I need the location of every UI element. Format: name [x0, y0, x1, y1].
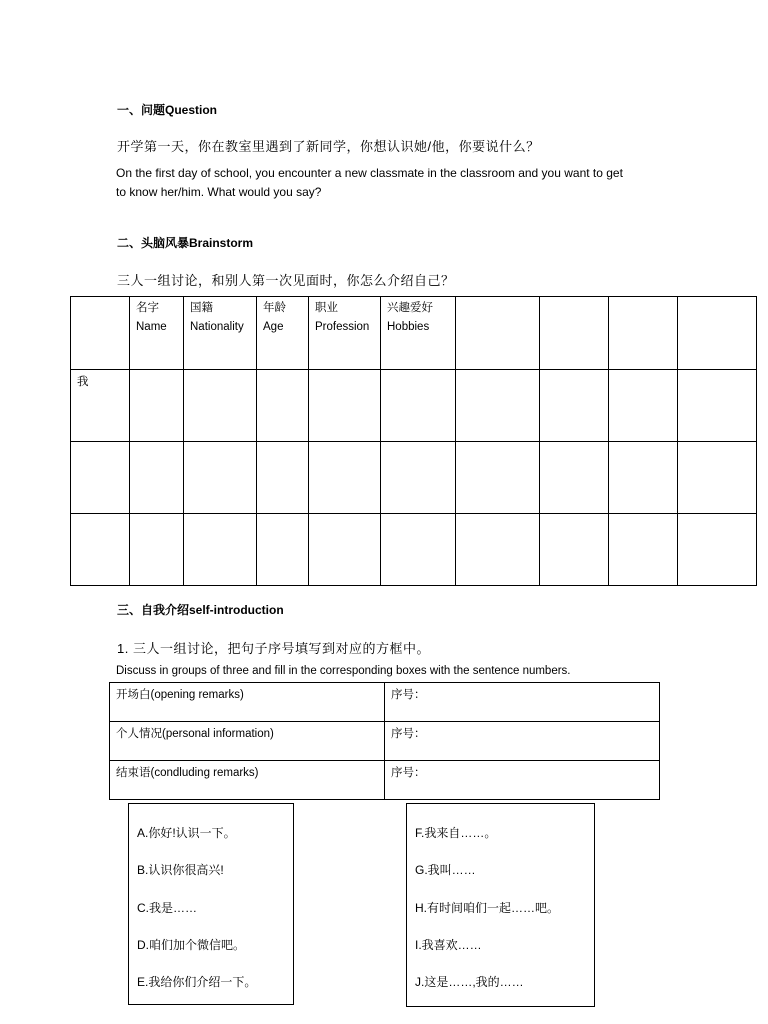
brainstorm-table — [70, 296, 757, 586]
table-cell[interactable] — [456, 442, 540, 514]
brainstorm-row — [71, 514, 757, 586]
personal-information-row — [110, 722, 660, 761]
table-cell[interactable] — [71, 442, 130, 514]
question-english-line-1: On the first day of school, you encounter a new classmate in the classroom and you want to get — [116, 166, 623, 180]
table-cell[interactable] — [678, 442, 757, 514]
opening-remarks-label: 开场白(opening remarks) — [110, 683, 385, 722]
table-cell[interactable] — [257, 442, 309, 514]
table-cell[interactable] — [540, 514, 609, 586]
table-cell[interactable] — [309, 442, 381, 514]
table-cell[interactable] — [381, 442, 456, 514]
section-2-heading: 二、头脑风暴Brainstorm — [117, 236, 254, 250]
header-profession: 职业 Profession — [309, 297, 381, 370]
personal-information-number-field[interactable]: 序号： — [385, 722, 660, 761]
concluding-remarks-label: 结束语(condluding remarks) — [110, 761, 385, 800]
brainstorm-header-row — [71, 297, 757, 370]
table-cell[interactable] — [130, 370, 184, 442]
sentence-j: J.这是……,我的…… — [415, 975, 524, 989]
row-label-me: 我 — [71, 370, 130, 442]
table-cell[interactable] — [456, 297, 540, 370]
table-cell[interactable] — [71, 297, 130, 370]
header-age: 年龄 Age — [257, 297, 309, 370]
table-cell[interactable] — [609, 297, 678, 370]
sentence-e: E.我给你们介绍一下。 — [137, 975, 257, 989]
table-cell[interactable] — [257, 370, 309, 442]
table-cell[interactable] — [130, 442, 184, 514]
section-3-heading: 三、自我介绍self-introduction — [117, 603, 284, 617]
brainstorm-row-me — [71, 370, 757, 442]
table-cell[interactable] — [381, 370, 456, 442]
table-cell[interactable] — [609, 442, 678, 514]
self-intro-table — [109, 682, 660, 800]
table-cell[interactable] — [609, 370, 678, 442]
concluding-remarks-number-field[interactable]: 序号： — [385, 761, 660, 800]
sentence-b: B.认识你很高兴! — [137, 863, 224, 877]
header-nationality: 国籍 Nationality — [184, 297, 257, 370]
table-cell[interactable] — [678, 370, 757, 442]
brainstorm-row — [71, 442, 757, 514]
question-english — [116, 164, 676, 202]
header-name: 名字 Name — [130, 297, 184, 370]
sentence-box-left — [128, 803, 294, 1005]
table-cell[interactable] — [381, 514, 456, 586]
table-cell[interactable] — [678, 297, 757, 370]
table-cell[interactable] — [678, 514, 757, 586]
section-1-heading: 一、问题Question — [117, 103, 218, 117]
sentence-box-right — [406, 803, 595, 1007]
sentence-d: D.咱们加个微信吧。 — [137, 938, 246, 952]
question-english-line-2: to know her/him. What would you say? — [116, 185, 322, 199]
sentence-c: C.我是…… — [137, 901, 198, 915]
question-chinese: 开学第一天，你在教室里遇到了新同学，你想认识她/他，你要说什么？ — [117, 139, 540, 154]
table-cell[interactable] — [540, 370, 609, 442]
step-1-english: Discuss in groups of three and fill in the corresponding boxes with the sentence numbers. — [116, 665, 571, 677]
sentence-h: H.有时间咱们一起……吧。 — [415, 901, 560, 915]
sentence-a: A.你好!认识一下。 — [137, 826, 236, 840]
table-cell[interactable] — [257, 514, 309, 586]
sentence-f: F.我来自……。 — [415, 826, 497, 840]
table-cell[interactable] — [309, 514, 381, 586]
table-cell[interactable] — [184, 514, 257, 586]
table-cell[interactable] — [184, 370, 257, 442]
step-1-chinese: 1. 三人一组讨论，把句子序号填写到对应的方框中。 — [117, 641, 430, 656]
brainstorm-instruction: 三人一组讨论，和别人第一次见面时，你怎么介绍自己？ — [117, 273, 455, 288]
table-cell[interactable] — [540, 442, 609, 514]
personal-information-label: 个人情况(personal information) — [110, 722, 385, 761]
sentence-i: I.我喜欢…… — [415, 938, 482, 952]
table-cell[interactable] — [609, 514, 678, 586]
table-cell[interactable] — [456, 370, 540, 442]
opening-remarks-number-field[interactable]: 序号： — [385, 683, 660, 722]
opening-remarks-row — [110, 683, 660, 722]
table-cell[interactable] — [456, 514, 540, 586]
concluding-remarks-row — [110, 761, 660, 800]
table-cell[interactable] — [130, 514, 184, 586]
table-cell[interactable] — [71, 514, 130, 586]
table-cell[interactable] — [309, 370, 381, 442]
sentence-g: G.我叫…… — [415, 863, 476, 877]
header-hobbies: 兴趣爱好 Hobbies — [381, 297, 456, 370]
table-cell[interactable] — [184, 442, 257, 514]
table-cell[interactable] — [540, 297, 609, 370]
